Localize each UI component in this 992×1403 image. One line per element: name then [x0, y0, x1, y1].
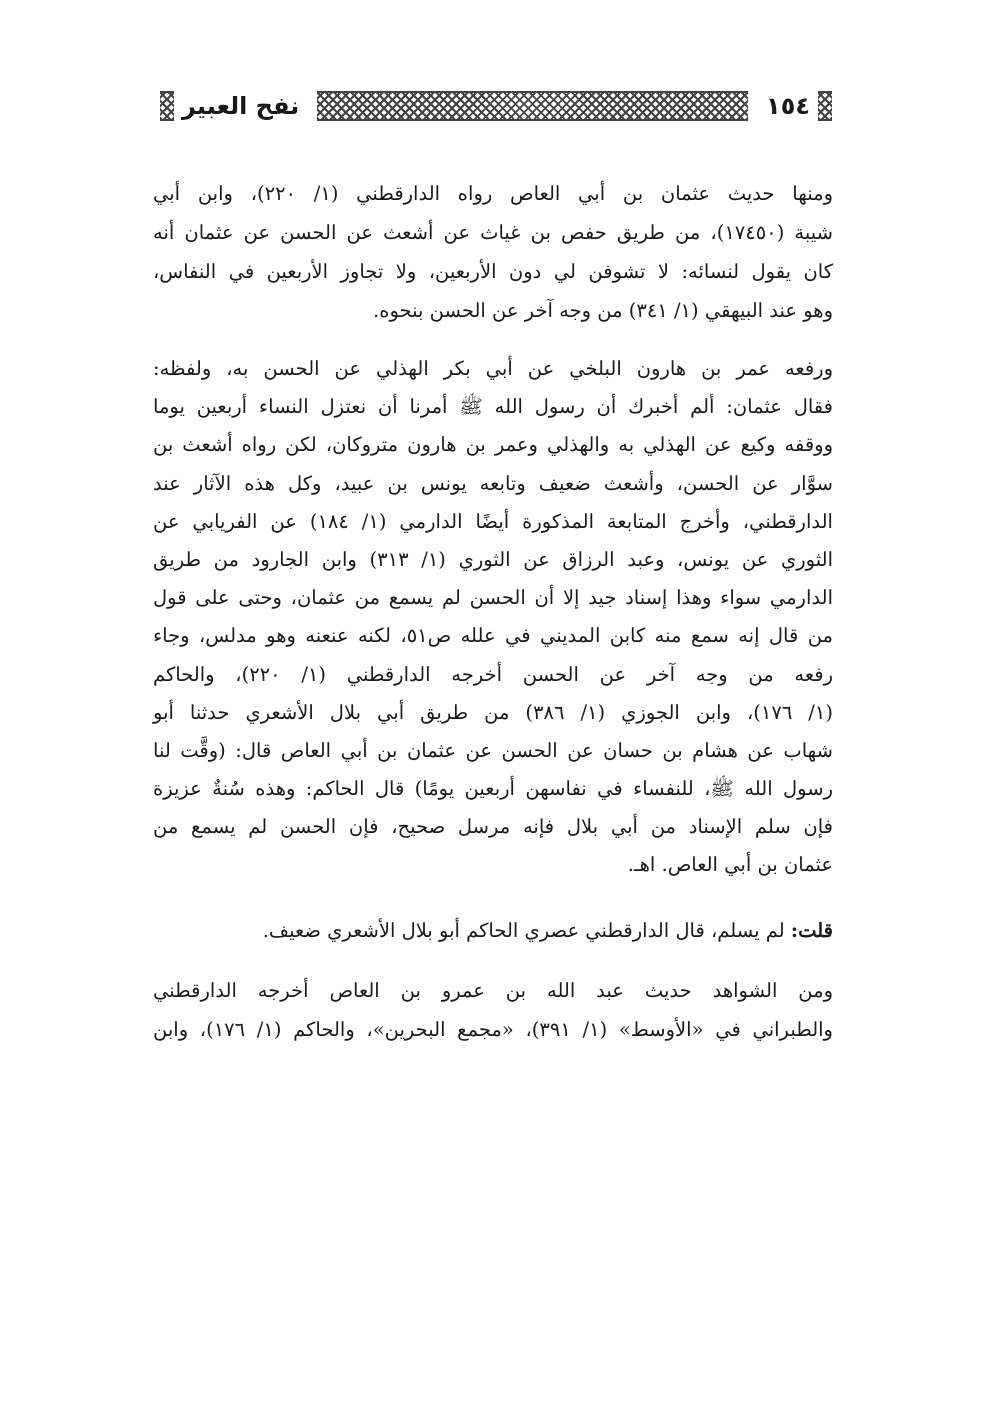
- text-line: ومنها حديث عثمان بن أبي العاص رواه الدارقطني (١/ ٢٢٠)، وابن أبي: [153, 182, 833, 205]
- text-line: شهاب عن هشام بن حسان عن الحسن عن عثمان بن أبي العاص قال: (وقَّت لنا: [153, 738, 833, 762]
- text-line: عثمان بن أبي العاص. اهـ.: [627, 853, 833, 877]
- text-line: الدارقطني، وأخرج المتابعة المذكورة أيضًا الدارمي (١/ ١٨٤) عن الفريابي عن: [153, 509, 833, 533]
- text-line: ورفعه عمر بن هارون البلخي عن أبي بكر الهذلي عن الحسن به، ولفظه:: [153, 357, 833, 380]
- qultu-text: لم يسلم، قال الدارقطني عصري الحاكم أبو بلال الأشعري ضعيف.: [262, 919, 791, 942]
- text-line: فإن سلم الإسناد من أبي بلال فإنه مرسل صحيح، فإن الحسن لم يسمع من: [153, 815, 833, 839]
- text-line: رسول الله ﷺ، للنفساء في نفاسهن أربعين يومًا) قال الحاكم: وهذه سُنةٌ عزيزة: [153, 777, 833, 801]
- ornament-band: [317, 91, 748, 121]
- text-line: [153, 911, 833, 950]
- text-line: الدارمي سواء وهذا إسناد جيد إلا أن الحسن لم يسمع من عثمان، وحتى على قول: [153, 586, 833, 610]
- text-line: فقال عثمان: ألم أخبرك أن رسول الله ﷺ أمرنا أن نعتزل النساء أربعين يوما: [153, 395, 833, 419]
- text-line: كان يقول لنسائه: لا تشوفن لي دون الأربعين، ولا تجاوز الأربعين في النفاس،: [153, 260, 833, 283]
- paragraph-4: [153, 971, 833, 1049]
- text-line: (١/ ١٧٦)، وابن الجوزي (١/ ٣٨٦) من طريق أبي بلال الأشعري حدثنا أبو: [153, 700, 833, 724]
- qultu-label: قلت:: [790, 919, 833, 942]
- text-line: وهو عند البيهقي (١/ ٣٤١) من وجه آخر عن الحسن بنحوه.: [373, 299, 833, 322]
- ornament-icon: [818, 91, 832, 121]
- ornament-icon: [160, 91, 174, 121]
- text-line: سوَّار عن الحسن، وأشعث ضعيف وتابعه يونس بن عبيد، وكل هذه الآثار عند: [153, 471, 833, 495]
- text-line: ووقفه وكيع عن الهذلي به والهذلي وعمر بن هارون متروكان، لكن رواه أشعث بن: [153, 433, 833, 457]
- text-line: الثوري عن يونس، وعبد الرزاق عن الثوري (١/ ٣١٣) وابن الجارود من طريق: [153, 547, 833, 571]
- paragraph-1: [153, 174, 833, 330]
- text-line: رفعه من وجه آخر عن الحسن أخرجه الدارقطني (١/ ٢٢٠)، والحاكم: [153, 662, 833, 686]
- page-number: ١٥٤: [766, 92, 810, 120]
- book-title: نفح العبير: [182, 92, 300, 120]
- page-header: [160, 88, 832, 124]
- text-line: شيبة (١٧٤٥٠)، من طريق حفص بن غياث عن أشعث عن الحسن عن عثمان أنه: [153, 221, 833, 244]
- paragraph-2: [153, 350, 833, 885]
- text-line: والطبراني في «الأوسط» (١/ ٣٩١)، «مجمع البحرين»، والحاكم (١/ ١٧٦)، وابن: [153, 1018, 833, 1041]
- text-line: ومن الشواهد حديث عبد الله بن عمرو بن العاص أخرجه الدارقطني: [153, 979, 833, 1002]
- paragraph-3: [153, 911, 833, 950]
- text-line: من قال إنه سمع منه كابن المديني في علله ص٥١، لكنه عنعنه وهو مدلس، وجاء: [153, 624, 833, 648]
